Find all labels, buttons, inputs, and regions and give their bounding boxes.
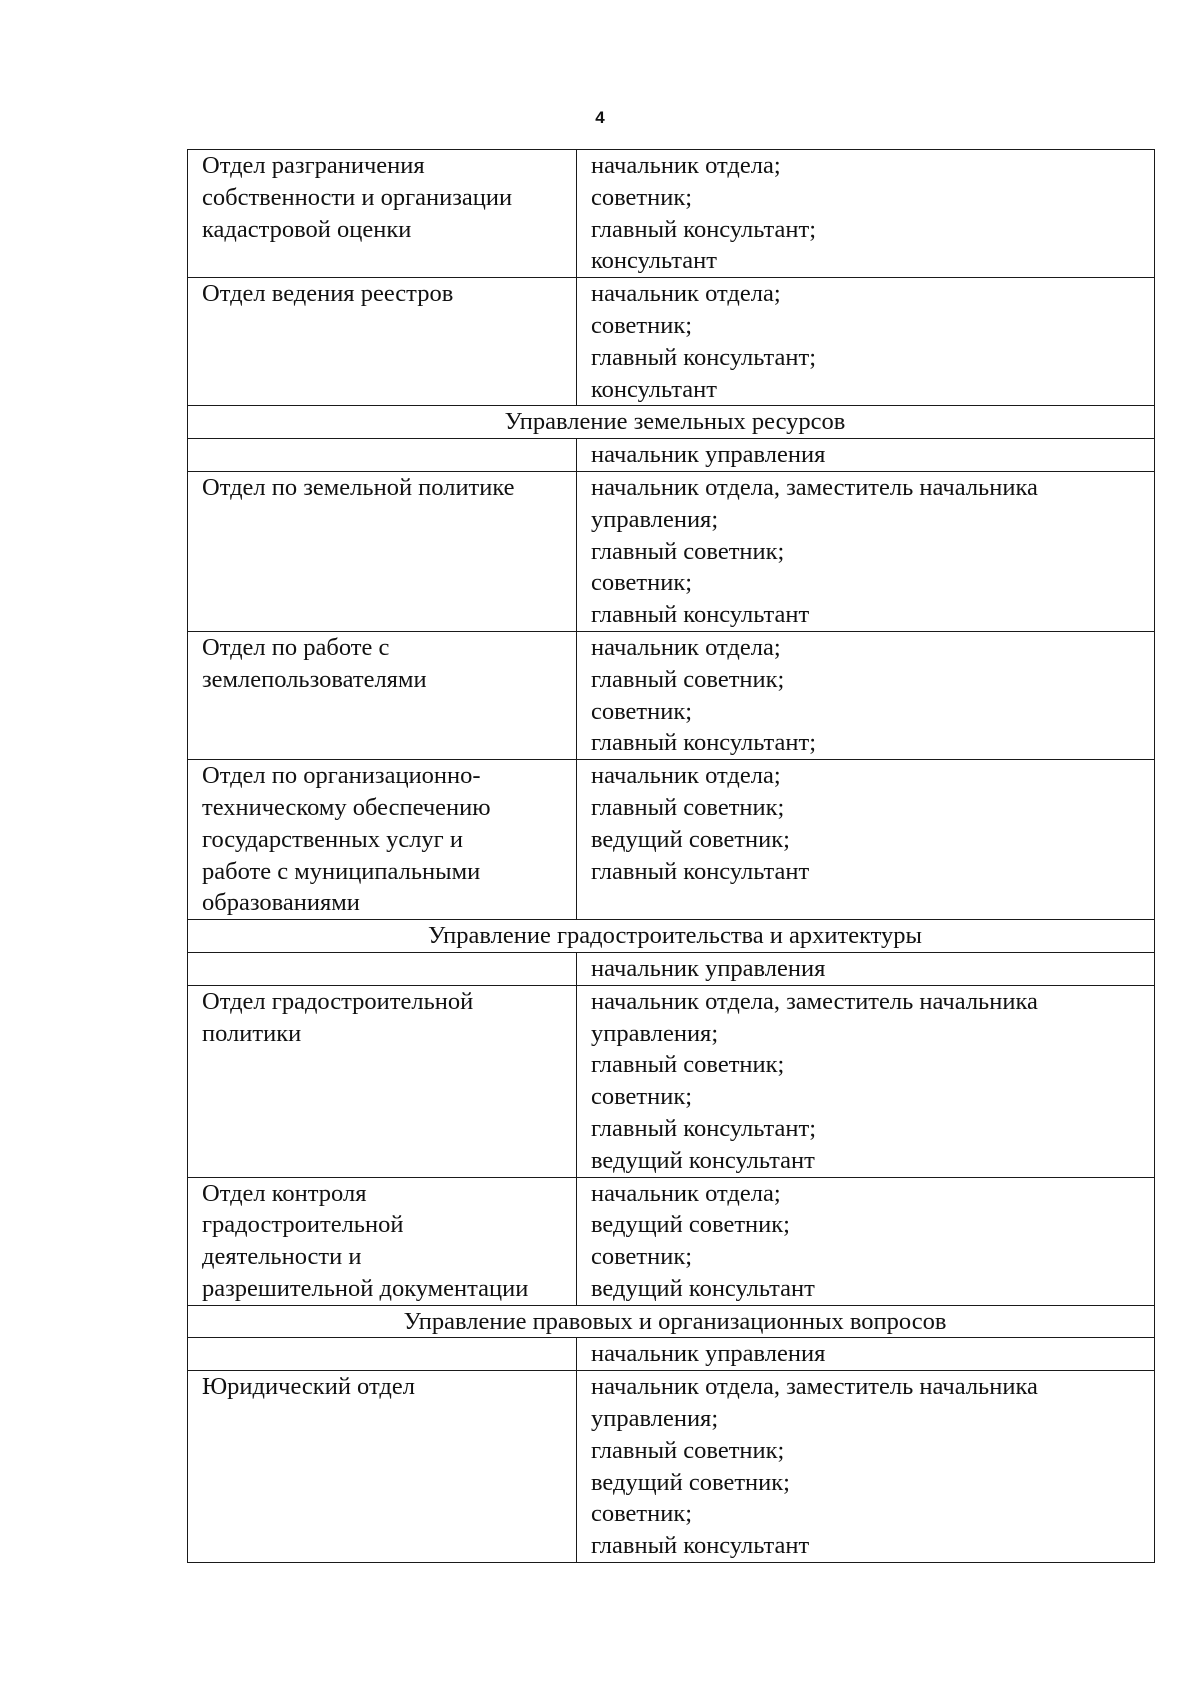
position-line: главный консультант xyxy=(591,601,810,629)
position-line: ведущий консультант xyxy=(591,1146,815,1174)
department-name-line: Отдел по организационно- xyxy=(202,762,481,790)
department-name-line: Отдел по земельной политике xyxy=(202,473,515,501)
position-line: главный советник; xyxy=(591,1051,785,1079)
department-name-line: собственности и организации xyxy=(202,183,513,211)
head-position-row xyxy=(188,1338,1155,1371)
position-line: начальник отдела; xyxy=(591,633,781,661)
position-line: консультант xyxy=(591,375,717,403)
department-name-line: Отдел контроля xyxy=(202,1179,367,1207)
department-name-line: техническому обеспечению xyxy=(202,793,491,821)
position-line: ведущий советник; xyxy=(591,1211,790,1239)
empty-department-cell xyxy=(188,952,577,985)
section-row xyxy=(188,406,1155,439)
department-name-line: государственных услуг и xyxy=(202,825,463,853)
position-line: начальник отдела; xyxy=(591,762,781,790)
department-row xyxy=(188,278,1155,406)
department-row xyxy=(188,631,1155,759)
section-title: Управление земельных ресурсов xyxy=(188,406,1155,439)
position-line: главный консультант; xyxy=(591,215,816,243)
section-row xyxy=(188,1305,1155,1338)
position-line: начальник отдела, заместитель начальника xyxy=(591,473,1038,501)
position-line: главный советник; xyxy=(591,1436,785,1464)
position-line: советник; xyxy=(591,1243,693,1271)
position-line: главный советник; xyxy=(591,793,785,821)
position-line: начальник отдела, заместитель начальника xyxy=(591,987,1038,1015)
head-position-cell: начальник управления xyxy=(577,439,1155,472)
position-line: главный консультант xyxy=(591,1532,810,1560)
empty-department-cell xyxy=(188,439,577,472)
department-name-line: Отдел градостроительной xyxy=(202,987,474,1015)
position-line: консультант xyxy=(591,247,717,275)
department-name-line: градостроительной xyxy=(202,1211,404,1239)
position-line: начальник отдела; xyxy=(591,152,781,179)
head-position-cell: начальник управления xyxy=(577,1338,1155,1371)
position-line: ведущий консультант xyxy=(591,1274,815,1302)
section-title: Управление градостроительства и архитектуры xyxy=(188,920,1155,953)
department-name-cell xyxy=(188,760,577,920)
position-line: управления; xyxy=(591,1019,719,1047)
position-line: главный советник; xyxy=(591,537,785,565)
positions-cell xyxy=(577,150,1155,278)
position-line: главный консультант; xyxy=(591,729,816,757)
position-line: советник; xyxy=(591,183,693,211)
department-name-line: политики xyxy=(202,1019,302,1047)
department-row xyxy=(188,760,1155,920)
position-line: главный советник; xyxy=(591,665,785,693)
positions-cell xyxy=(577,1371,1155,1563)
department-row xyxy=(188,471,1155,631)
position-line: главный консультант; xyxy=(591,343,816,371)
positions-cell xyxy=(577,631,1155,759)
department-name-line: Отдел по работе с xyxy=(202,633,390,661)
positions-cell xyxy=(577,471,1155,631)
head-position-row xyxy=(188,439,1155,472)
positions-cell xyxy=(577,985,1155,1177)
positions-cell xyxy=(577,278,1155,406)
department-name-line: образованиями xyxy=(202,889,360,917)
position-line: советник; xyxy=(591,311,693,339)
department-name-line: Отдел ведения реестров xyxy=(202,280,454,308)
department-row xyxy=(188,985,1155,1177)
positions-cell xyxy=(577,1177,1155,1305)
department-name-cell xyxy=(188,631,577,759)
department-name-cell xyxy=(188,278,577,406)
department-name-line: Юридический отдел xyxy=(202,1373,415,1401)
head-position-cell: начальник управления xyxy=(577,952,1155,985)
position-line: советник; xyxy=(591,569,693,597)
department-name-line: Отдел разграничения xyxy=(202,152,425,179)
department-name-line: разрешительной документации xyxy=(202,1274,529,1302)
department-name-line: деятельности и xyxy=(202,1243,362,1271)
position-line: советник; xyxy=(591,1083,693,1111)
department-name-cell xyxy=(188,150,577,278)
position-line: советник; xyxy=(591,1500,693,1528)
position-line: начальник отдела; xyxy=(591,280,781,308)
positions-cell xyxy=(577,760,1155,920)
section-row xyxy=(188,920,1155,953)
position-line: ведущий советник; xyxy=(591,1468,790,1496)
table-body xyxy=(188,150,1155,1563)
department-row xyxy=(188,1371,1155,1563)
page-number: 4 xyxy=(595,108,605,127)
position-line: ведущий советник; xyxy=(591,825,790,853)
department-row xyxy=(188,1177,1155,1305)
position-line: управления; xyxy=(591,505,719,533)
position-line: начальник отдела, заместитель начальника xyxy=(591,1373,1038,1401)
position-line: главный консультант; xyxy=(591,1114,816,1142)
department-name-cell xyxy=(188,985,577,1177)
department-name-line: работе с муниципальными xyxy=(202,857,481,885)
department-name-cell xyxy=(188,1371,577,1563)
department-name-cell xyxy=(188,1177,577,1305)
position-line: главный консультант xyxy=(591,857,810,885)
department-name-line: кадастровой оценки xyxy=(202,215,412,243)
empty-department-cell xyxy=(188,1338,577,1371)
department-row xyxy=(188,150,1155,278)
position-line: управления; xyxy=(591,1405,719,1433)
position-line: начальник отдела; xyxy=(591,1179,781,1207)
staff-positions-table xyxy=(187,149,1155,1563)
head-position-row xyxy=(188,952,1155,985)
position-line: советник; xyxy=(591,697,693,725)
department-name-cell xyxy=(188,471,577,631)
section-title: Управление правовых и организационных вопросов xyxy=(188,1305,1155,1338)
department-name-line: землепользователями xyxy=(202,665,427,693)
